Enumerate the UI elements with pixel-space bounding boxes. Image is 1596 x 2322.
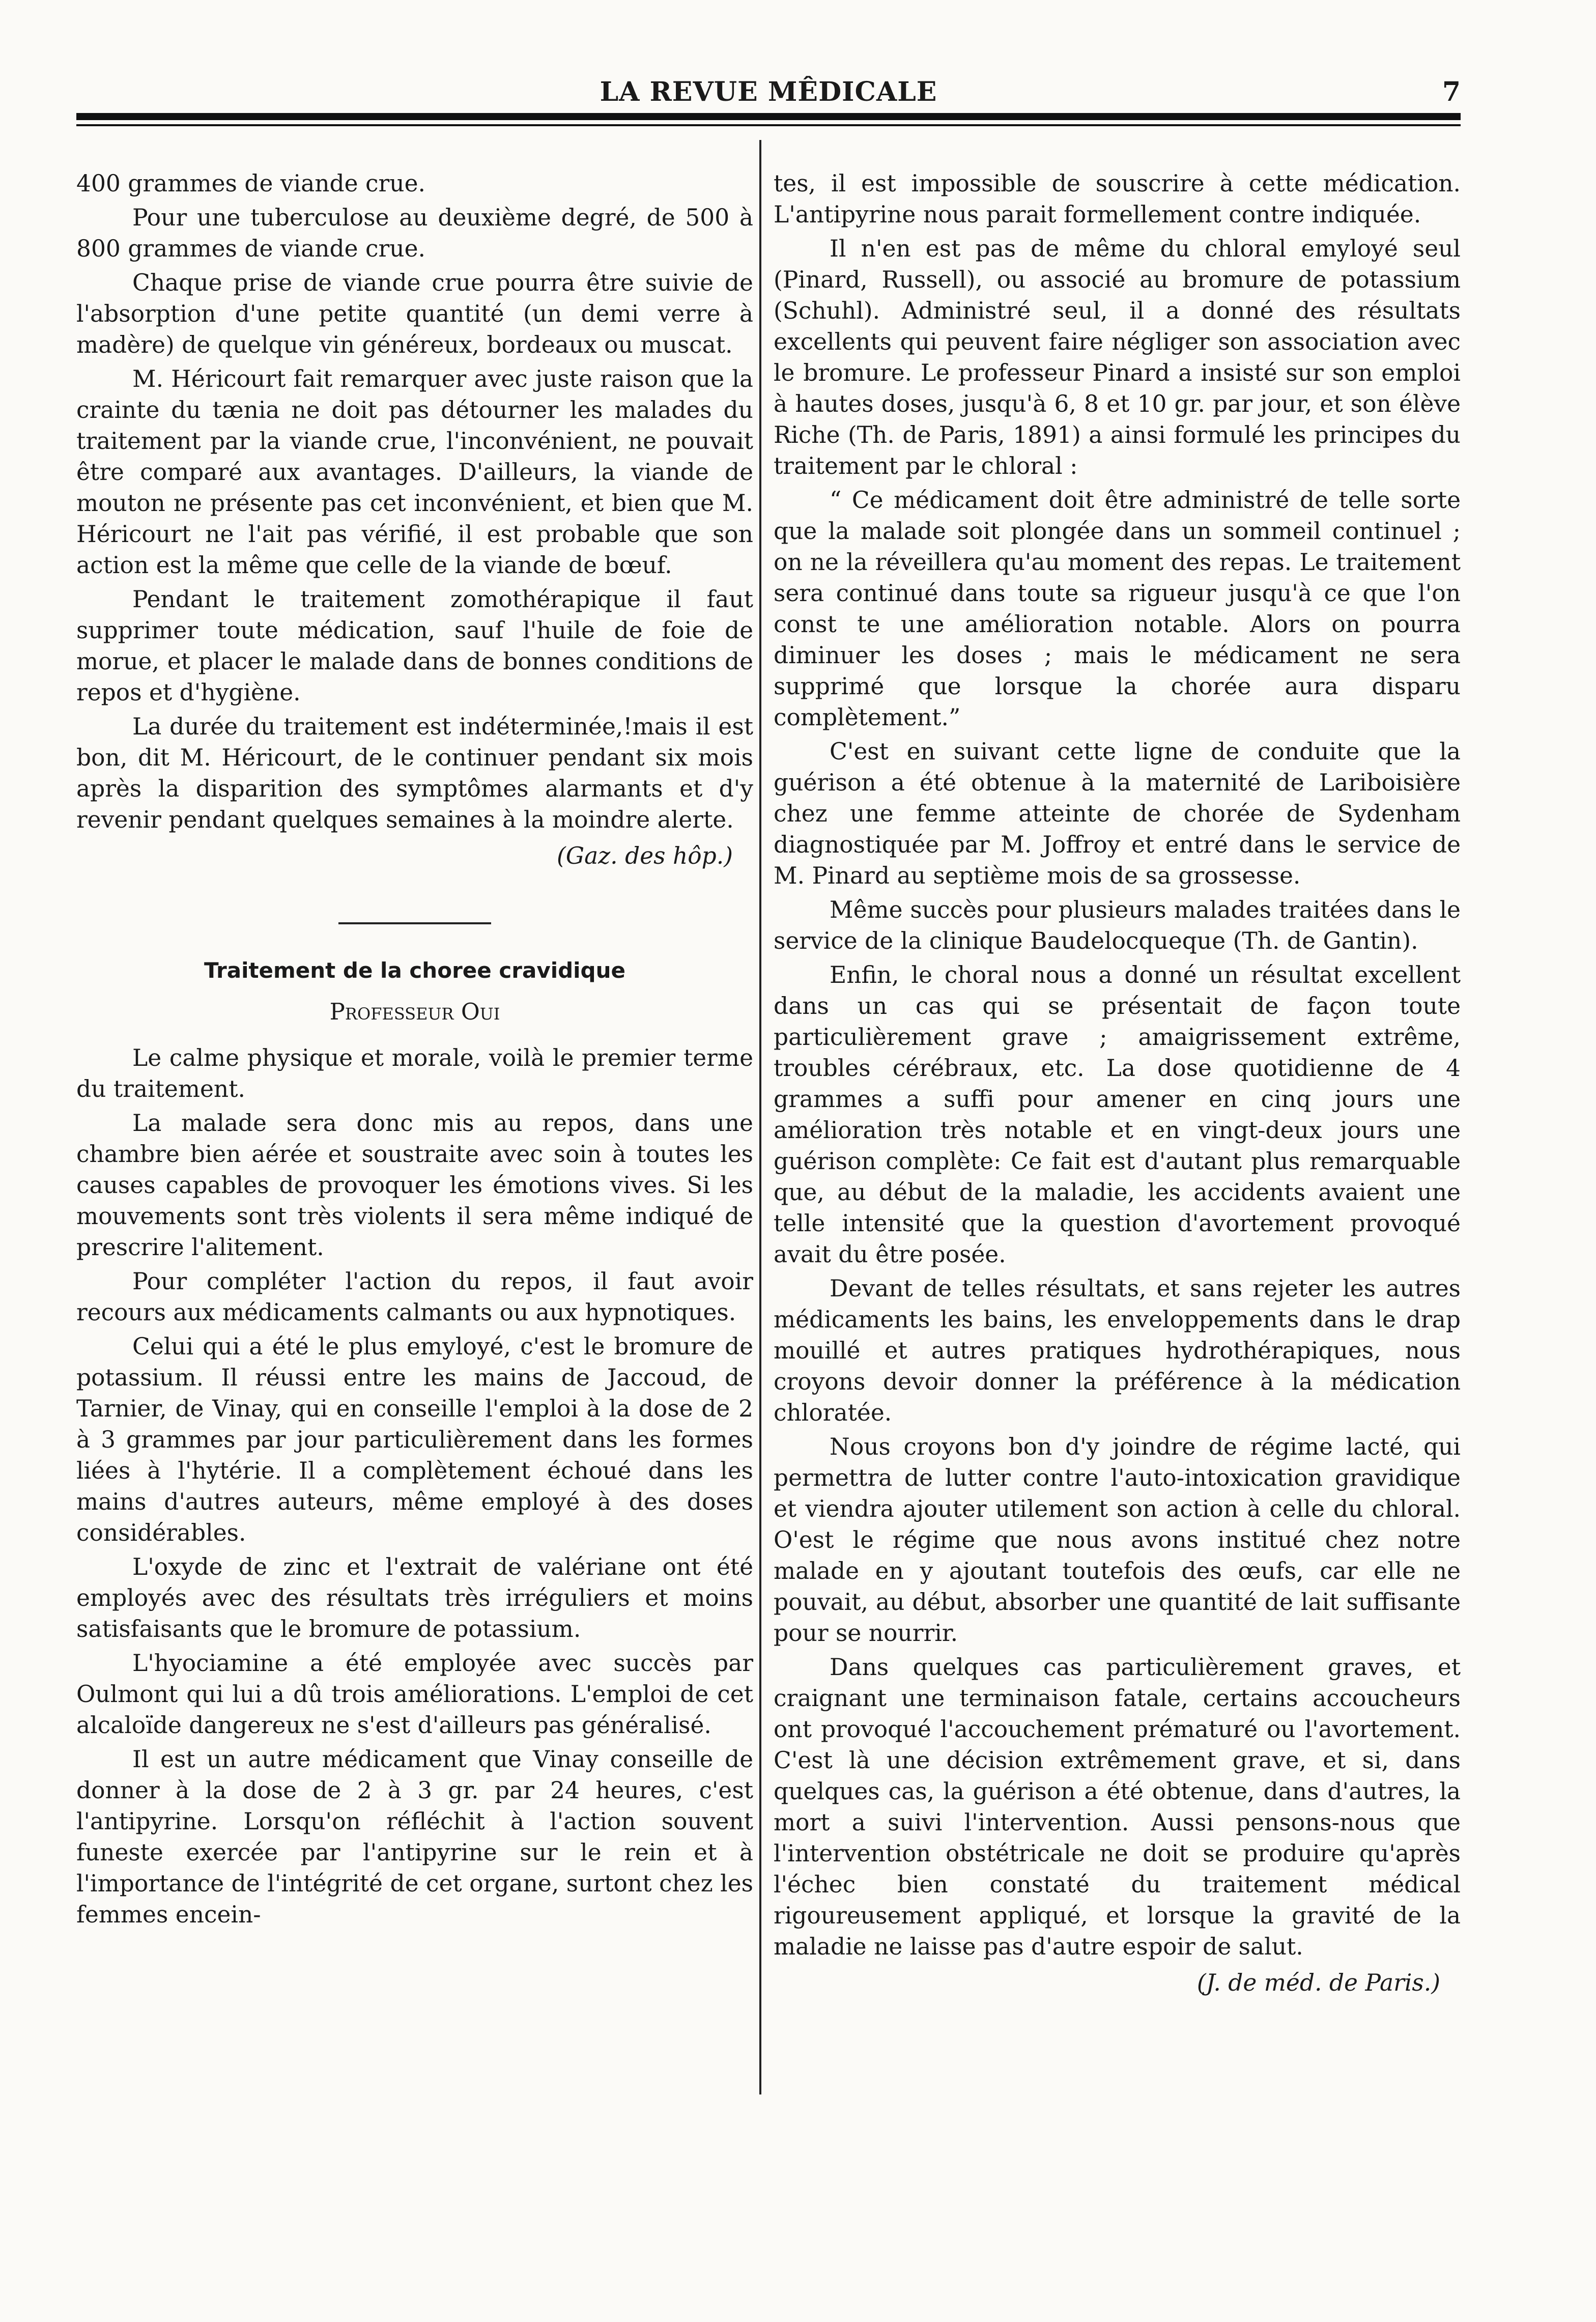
paragraph: Pour une tuberculose au deuxième degré, de 500 à 800 grammes de viande crue. [76, 204, 753, 262]
paragraph: Devant de telles résultats, et sans rejeter les autres médicaments les bains, les enveloppements dans le drap mouillé et autres pratiques hydrothérapiques, nous croyons devoir donner la préférence à la médication chloratée. [774, 1275, 1461, 1426]
header-rule-thin [76, 124, 1461, 126]
paragraph: Il n'en est pas de même du chloral emyloyé seul (Pinard, Russell), ou associé au bromure de potassium (Schuhl). Administré seul, il a donné des résultats excellents qui peuvent faire négliger son association avec le bromure. Le professeur Pinard a insisté sur son emploi à hautes doses, jusqu'à 6, 8 et 10 gr. par jour, et son élève Riche (Th. de Paris, 1891) a ainsi formulé les principes du traitement par le chloral : [774, 235, 1461, 479]
paragraph: M. Héricourt fait remarquer avec juste raison que la crainte du tænia ne doit pas détourner les malades du traitement par la viande crue, l'inconvénient, ne pouvait être comparé aux avantages. D'ailleurs, la viande de mouton ne présente pas cet inconvénient, et bien que M. Héricourt ne l'ait pas vérifié, il est probable que son action est la même que celle de la viande de bœuf. [76, 365, 753, 579]
paragraph: “ Ce médicament doit être administré de telle sorte que la malade soit plongée dans un sommeil continuel ; on ne la réveillera qu'au moment des repas. Le traitement sera continué dans toute sa rigueur jusqu'à ce que l'on const te une amélioration notable. Alors on pourra diminuer les doses ; mais le médicament ne sera supprimé que lorsque la chorée aura disparu complètement.” [774, 487, 1461, 731]
page-header [76, 76, 1461, 112]
paragraph: tes, il est impossible de souscrire à cette médication. L'antipyrine nous parait formellement contre indiquée. [774, 170, 1461, 228]
paragraph: Celui qui a été le plus emyloyé, c'est le bromure de potassium. Il réussi entre les mains de Jaccoud, de Tarnier, de Vinay, qui en conseille l'emploi à la dose de 2 à 3 grammes par jour particulièrement dans les formes liées à l'hytérie. Il a complètement échoué dans les mains d'autres auteurs, même employé à des doses considérables. [76, 1333, 753, 1546]
paragraph: Enfin, le choral nous a donné un résultat excellent dans un cas qui se présentait de façon toute particulièrement grave ; amaigrissement extrême, troubles cérébraux, etc. La dose quotidienne de 4 grammes a suffi pour amener en cinq jours une amélioration très notable et en vingt-deux jours une guérison complète: Ce fait est d'autant plus remarquable que, au début de la maladie, les accidents avaient une telle intensité que la question d'avortement provoqué avait du être posée. [774, 961, 1461, 1268]
paragraph: Dans quelques cas particulièrement graves, et craignant une terminaison fatale, certains accoucheurs ont provoqué l'accouchement prématuré ou l'avortement. C'est là une décision extrêmement grave, et si, dans quelques cas, la guérison a été obtenue, dans d'autres, la mort a suivi l'intervention. Aussi pensons-nous que l'intervention obstétricale ne doit se produire qu'après l'échec bien constaté du traitement médical rigoureusement appliqué, et lorsque la gravité de la maladie ne laisse pas d'autre espoir de salut. [774, 1654, 1461, 1960]
article-author: Professeur Oui [329, 998, 500, 1025]
header-rule-thick [76, 113, 1461, 120]
paragraph: Le calme physique et morale, voilà le premier terme du traitement. [76, 1044, 753, 1102]
right-column [774, 168, 1461, 1998]
paragraph: C'est en suivant cette ligne de conduite que la guérison a été obtenue à la maternité de Lariboisière chez une femme atteinte de chorée de Sydenham diagnostiquée par M. Joffroy et entré dans le service de M. Pinard au septième mois de sa grossesse. [774, 738, 1461, 889]
journal-title: LA REVUE MÊDICALE [600, 76, 937, 107]
paragraph: Il est un autre médicament que Vinay conseille de donner à la dose de 2 à 3 gr. par 24 heures, c'est l'antipyrine. Lorsqu'on réfléchit à l'action souvent funeste exercée par l'antipyrine sur le rein et à l'importance de l'intégrité de cet organe, surtont chez les femmes encein- [76, 1746, 753, 1928]
left-column [76, 168, 753, 1933]
paragraph: L'oxyde de zinc et l'extrait de valériane ont été employés avec des résultats très irréguliers et moins satisfaisants que le bromure de potassium. [76, 1553, 753, 1643]
paragraph: La durée du traitement est indéterminée,!mais il est bon, dit M. Héricourt, de le continuer pendant six mois après la disparition des symptômes alarmants et d'y revenir pendant quelques semaines à la moindre alerte. [76, 713, 753, 833]
page-number: 7 [1442, 76, 1461, 107]
article-title: Traitement de la choree cravidique [204, 958, 626, 983]
paragraph: Pour compléter l'action du repos, il faut avoir recours aux médicaments calmants ou aux hypnotiques. [76, 1268, 753, 1326]
paragraph: La malade sera donc mis au repos, dans une chambre bien aérée et soustraite avec soin à toutes les causes capables de provoquer les émotions vives. Si les mouvements sont très violents il sera même indiqué de prescrire l'alitement. [76, 1110, 753, 1261]
paragraph: 400 grammes de viande crue. [76, 170, 425, 197]
source-citation: (Gaz. des hôp.) [556, 842, 733, 869]
paragraph: Chaque prise de viande crue pourra être suivie de l'absorption d'une petite quantité (un demi verre à madère) de quelque vin généreux, bordeaux ou muscat. [76, 269, 753, 358]
paragraph: L'hyociamine a été employée avec succès par Oulmont qui lui a dû trois améliorations. L'emploi de cet alcaloïde dangereux ne s'est d'ailleurs pas généralisé. [76, 1650, 753, 1739]
column-divider [759, 140, 761, 2094]
paragraph: Pendant le traitement zomothérapique il faut supprimer toute médication, sauf l'huile de foie de morue, et placer le malade dans de bonnes conditions de repos et d'hygiène. [76, 586, 753, 706]
paragraph: Nous croyons bon d'y joindre de régime lacté, qui permettra de lutter contre l'auto-intoxication gravidique et viendra ajouter utilement son action à celle du chloral. O'est le régime que nous avons institué chez notre malade en y ajoutant toutefois des œufs, car elle ne pouvait, au début, absorber une quantité de lait suffisante pour se nourrir. [774, 1433, 1461, 1647]
source-citation: (J. de méd. de Paris.) [1196, 1969, 1440, 1996]
section-separator [338, 922, 491, 924]
paragraph: Même succès pour plusieurs malades traitées dans le service de la clinique Baudelocqueque (Th. de Gantin). [774, 896, 1461, 954]
